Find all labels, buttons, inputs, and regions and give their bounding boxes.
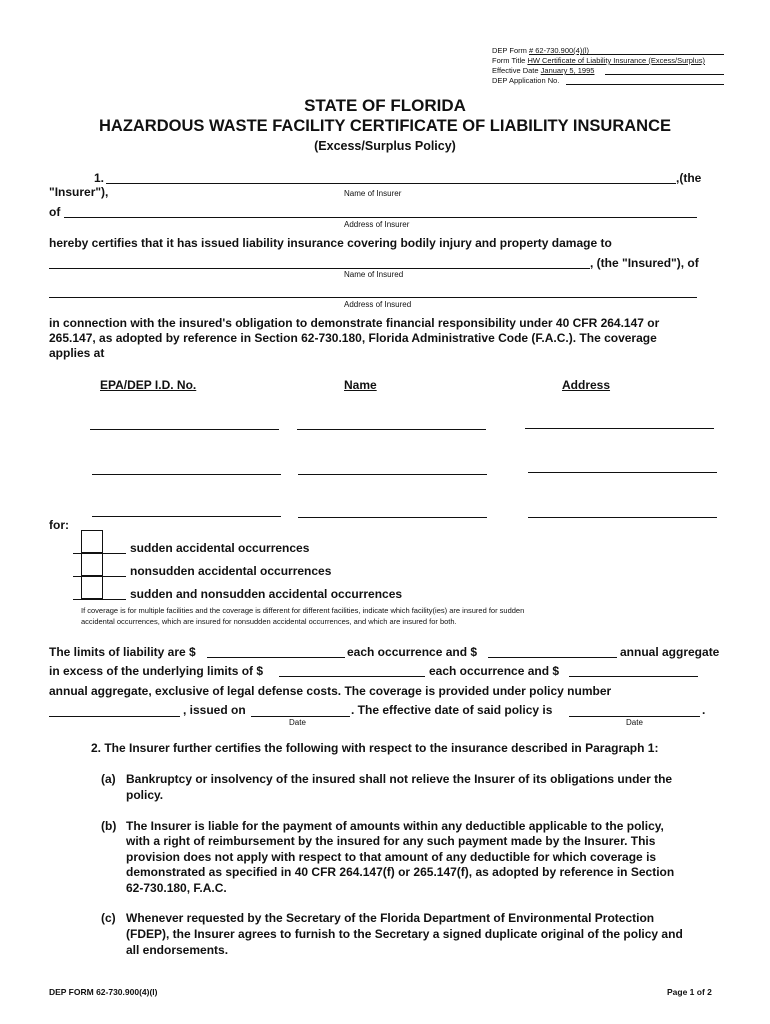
annual-aggregate-text: annual aggregate, exclusive of legal defense costs. The coverage is provided under policy number <box>49 684 612 698</box>
date-caption-1: Date <box>289 718 306 727</box>
item-b-label: (b) <box>101 819 117 833</box>
coverage-note-line-2: accidental occurrences, which are insured for nonsudden accidental occurrences, and which are insured for both. <box>81 617 457 626</box>
item-b-line-2: with a right of reimbursement by the insured for any such payment made by the Insurer. This <box>126 834 656 848</box>
form-title-value: HW Certificate of Liability Insurance (Excess/Surplus) <box>527 56 705 65</box>
limit-each-occurrence-field[interactable] <box>207 657 345 658</box>
item-c-line-3: all endorsements. <box>126 943 229 957</box>
form-title-label: Form Title <box>492 56 526 65</box>
connection-line-3: applies at <box>49 346 105 360</box>
period-text: . <box>702 703 706 717</box>
name-of-insurer-caption: Name of Insurer <box>344 189 402 198</box>
certifies-text: hereby certifies that it has issued liability insurance covering bodily injury and property damage to <box>49 236 612 250</box>
insurer-address-field[interactable] <box>64 217 697 218</box>
item-b-line-4: demonstrated as specified in 40 CFR 264.147(f) or 265.147(f), as adopted by reference in Section <box>126 865 675 879</box>
insurer-label: "Insurer"), <box>49 185 109 199</box>
facility-3-name-field[interactable] <box>298 517 487 518</box>
facility-1-address-field[interactable] <box>525 428 714 429</box>
both-checkbox[interactable] <box>81 576 103 599</box>
insured-address-field[interactable] <box>49 297 697 298</box>
facility-2-name-field[interactable] <box>298 474 487 475</box>
page-title-state: STATE OF FLORIDA <box>304 96 466 115</box>
limits-text-1: The limits of liability are $ <box>49 645 196 659</box>
effective-date-value: January 5, 1995 <box>540 66 595 75</box>
limits-text-3: annual aggregate <box>620 645 720 659</box>
for-label: for: <box>49 518 69 532</box>
application-number-label: DEP Application No. <box>492 76 560 85</box>
the-text: ,(the <box>676 171 702 185</box>
item-a-line-2: policy. <box>126 788 164 802</box>
item-c-line-2: (FDEP), the Insurer agrees to furnish to the Secretary a signed duplicate original of the policy and <box>126 927 683 941</box>
address-of-insured-caption: Address of Insured <box>344 300 412 309</box>
underlying-each-occurrence-field[interactable] <box>279 676 425 677</box>
item-b-line-1: The Insurer is liable for the payment of amounts within any deductible applicable to the policy, <box>126 819 664 833</box>
form-number-label: DEP Form <box>492 46 527 55</box>
sudden-checkbox[interactable] <box>81 530 103 553</box>
insured-name-field[interactable] <box>49 268 590 269</box>
facility-2-id-field[interactable] <box>92 474 281 475</box>
facility-2-address-field[interactable] <box>528 472 717 473</box>
effective-date-text: . The effective date of said policy is <box>351 703 553 717</box>
the-insured-text: , (the "Insured"), of <box>590 256 699 270</box>
issued-on-text: , issued on <box>183 703 246 717</box>
item-b-line-5: 62-730.180, F.A.C. <box>126 881 227 895</box>
facility-3-id-field[interactable] <box>92 516 281 517</box>
column-header-name: Name <box>344 378 377 392</box>
nonsudden-option-label: nonsudden accidental occurrences <box>130 564 332 578</box>
name-of-insured-caption: Name of Insured <box>344 270 404 279</box>
page-subtitle: (Excess/Surplus Policy) <box>314 139 456 153</box>
insurer-name-field[interactable] <box>106 183 676 184</box>
address-of-insurer-caption: Address of Insurer <box>344 220 410 229</box>
coverage-note-line-1: If coverage is for multiple facilities and the coverage is different for different facilities, indicate which facility(ies) are insured for sudden <box>81 606 525 615</box>
item-c-label: (c) <box>101 911 116 925</box>
facility-1-id-field[interactable] <box>90 429 279 430</box>
column-header-id: EPA/DEP I.D. No. <box>100 378 197 392</box>
policy-number-field[interactable] <box>49 716 180 717</box>
underlying-annual-aggregate-field[interactable] <box>569 676 698 677</box>
date-caption-2: Date <box>626 718 643 727</box>
item-a-line-1: Bankruptcy or insolvency of the insured shall not relieve the Insurer of its obligations under the <box>126 772 673 786</box>
limits-text-2: each occurrence and $ <box>347 645 478 659</box>
footer-page-number: Page 1 of 2 <box>667 987 712 997</box>
limit-annual-aggregate-field[interactable] <box>488 657 617 658</box>
sudden-option-label: sudden accidental occurrences <box>130 541 310 555</box>
page-title: HAZARDOUS WASTE FACILITY CERTIFICATE OF LIABILITY INSURANCE <box>98 117 671 135</box>
section-1-number: 1. <box>94 171 105 185</box>
footer-form-id: DEP FORM 62-730.900(4)(l) <box>49 987 158 997</box>
item-c-line-1: Whenever requested by the Secretary of the Florida Department of Environmental Protection <box>126 911 655 925</box>
nonsudden-checkbox[interactable] <box>81 553 103 576</box>
both-option-label: sudden and nonsudden accidental occurrences <box>130 587 403 601</box>
form-number-value: # 62-730.900(4)(l) <box>528 46 590 55</box>
issue-date-field[interactable] <box>251 716 350 717</box>
item-b-line-3: provision does not apply with respect to that amount of any deductible for which coverage is <box>126 850 657 864</box>
effective-date-field[interactable] <box>569 716 700 717</box>
section-2-intro: 2. The Insurer further certifies the following with respect to the insurance described in Paragraph 1: <box>91 741 659 755</box>
facility-3-address-field[interactable] <box>528 517 717 518</box>
underlying-text-2: each occurrence and $ <box>429 664 560 678</box>
underlying-text-1: in excess of the underlying limits of $ <box>49 664 264 678</box>
effective-date-label: Effective Date <box>492 66 539 75</box>
column-header-address: Address <box>562 378 611 392</box>
item-a-label: (a) <box>101 772 116 786</box>
connection-line-2: 265.147, as adopted by reference in Section 62-730.180, Florida Administrative Code (F.A.C.). The coverage <box>49 331 657 345</box>
of-text: of <box>49 205 61 219</box>
facility-1-name-field[interactable] <box>297 429 486 430</box>
connection-line-1: in connection with the insured's obligation to demonstrate financial responsibility under 40 CFR 264.147 or <box>49 316 660 330</box>
